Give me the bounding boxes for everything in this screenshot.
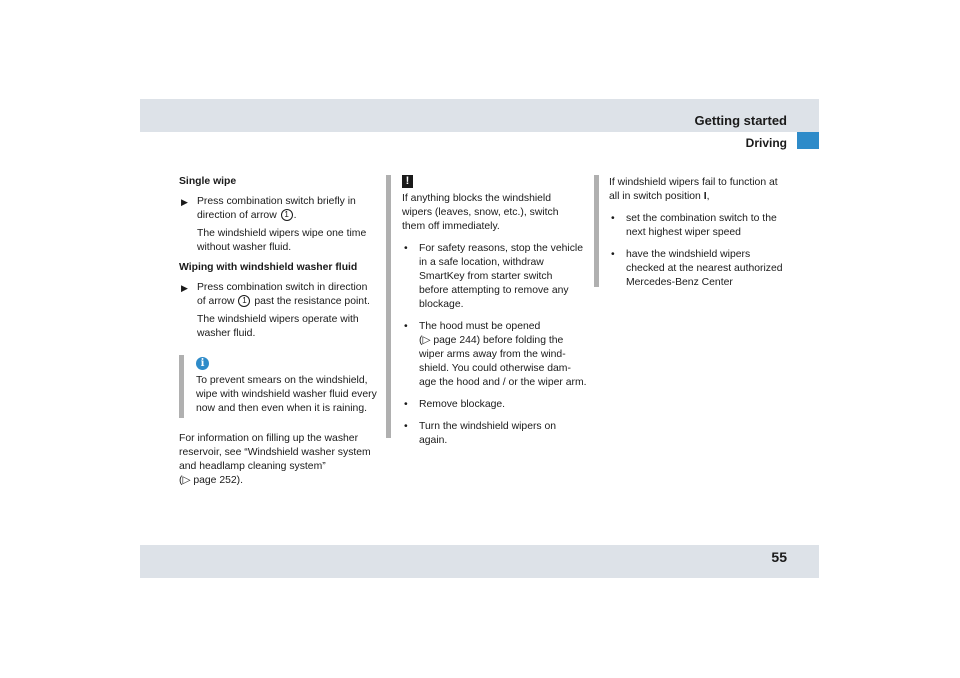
switch-position: I [703, 191, 707, 202]
step-arrow-icon: ▶ [181, 283, 188, 293]
column-left [179, 175, 379, 341]
step-text: direction of arrow 1 . [197, 210, 297, 221]
refill-text: and headlamp cleaning system” [179, 461, 326, 472]
right-bullet: • set the combination switch to the next highest wiper speed [609, 212, 799, 240]
step-text: of arrow 1 past the resistance point. [197, 296, 370, 307]
warning-text: them off immediately. [402, 221, 500, 232]
arrow-number-badge: 1 [281, 209, 293, 221]
refill-text: For information on filling up the washer [179, 433, 359, 444]
info-note [196, 374, 386, 416]
section-tab-marker [797, 132, 819, 149]
washer-wipe-heading: Wiping with windshield washer fluid [179, 262, 358, 273]
warning-bullet: • Remove blockage. [402, 398, 587, 412]
info-text: wipe with windshield washer fluid every [196, 389, 377, 400]
arrow-number-badge: 1 [238, 295, 250, 307]
refill-text: (▷ page 252). [179, 475, 244, 486]
warning-icon: ! [402, 175, 413, 188]
info-icon: i [196, 357, 209, 370]
right-sidebar-bar [594, 175, 599, 287]
footer-band [140, 545, 819, 578]
info-text: now and then even when it is raining. [196, 403, 367, 414]
info-text: To prevent smears on the windshield, [196, 375, 368, 386]
intro-text: all in switch position I, [609, 191, 710, 202]
warning-text: wipers (leaves, snow, etc.), switch [402, 207, 559, 218]
single-wipe-step [179, 195, 379, 223]
step-text: Press combination switch in direction [197, 282, 368, 293]
result-text: The windshield wipers wipe one time [197, 228, 367, 239]
right-bullet: • have the windshield wipers checked at the nearest authorized Mercedes-Benz Center [609, 248, 799, 290]
result-text: washer fluid. [197, 328, 256, 339]
warning-note [402, 192, 587, 448]
step-text: Press combination switch briefly in [197, 196, 356, 207]
section-title: Driving [745, 136, 787, 150]
warning-bullet: • For safety reasons, stop the vehicle in a safe location, withdraw SmartKey from starter switch before attempting to remove any blockage. [402, 242, 587, 312]
warning-sidebar-bar [386, 175, 391, 438]
refill-note [179, 432, 379, 488]
washer-wipe-result [179, 313, 379, 341]
washer-wipe-step [179, 281, 379, 309]
step-arrow-icon: ▶ [181, 197, 188, 207]
warning-bullet: • The hood must be opened (▷ page 244) before folding the wiper arms away from the wind- shield. You could otherwise dam- age the hood and / or the wiper arm. [402, 320, 587, 390]
single-wipe-result [179, 227, 379, 255]
warning-text: If anything blocks the windshield [402, 193, 552, 204]
page-number: 55 [771, 549, 787, 565]
warning-bullet: • Turn the windshield wipers on again. [402, 420, 587, 448]
info-sidebar-bar [179, 355, 184, 418]
result-text: without washer fluid. [197, 242, 292, 253]
result-text: The windshield wipers operate with [197, 314, 359, 325]
intro-text: If windshield wipers fail to function at [609, 177, 778, 188]
single-wipe-heading: Single wipe [179, 176, 237, 187]
refill-text: reservoir, see “Windshield washer system [179, 447, 371, 458]
chapter-title: Getting started [694, 113, 787, 128]
column-right [609, 176, 799, 290]
